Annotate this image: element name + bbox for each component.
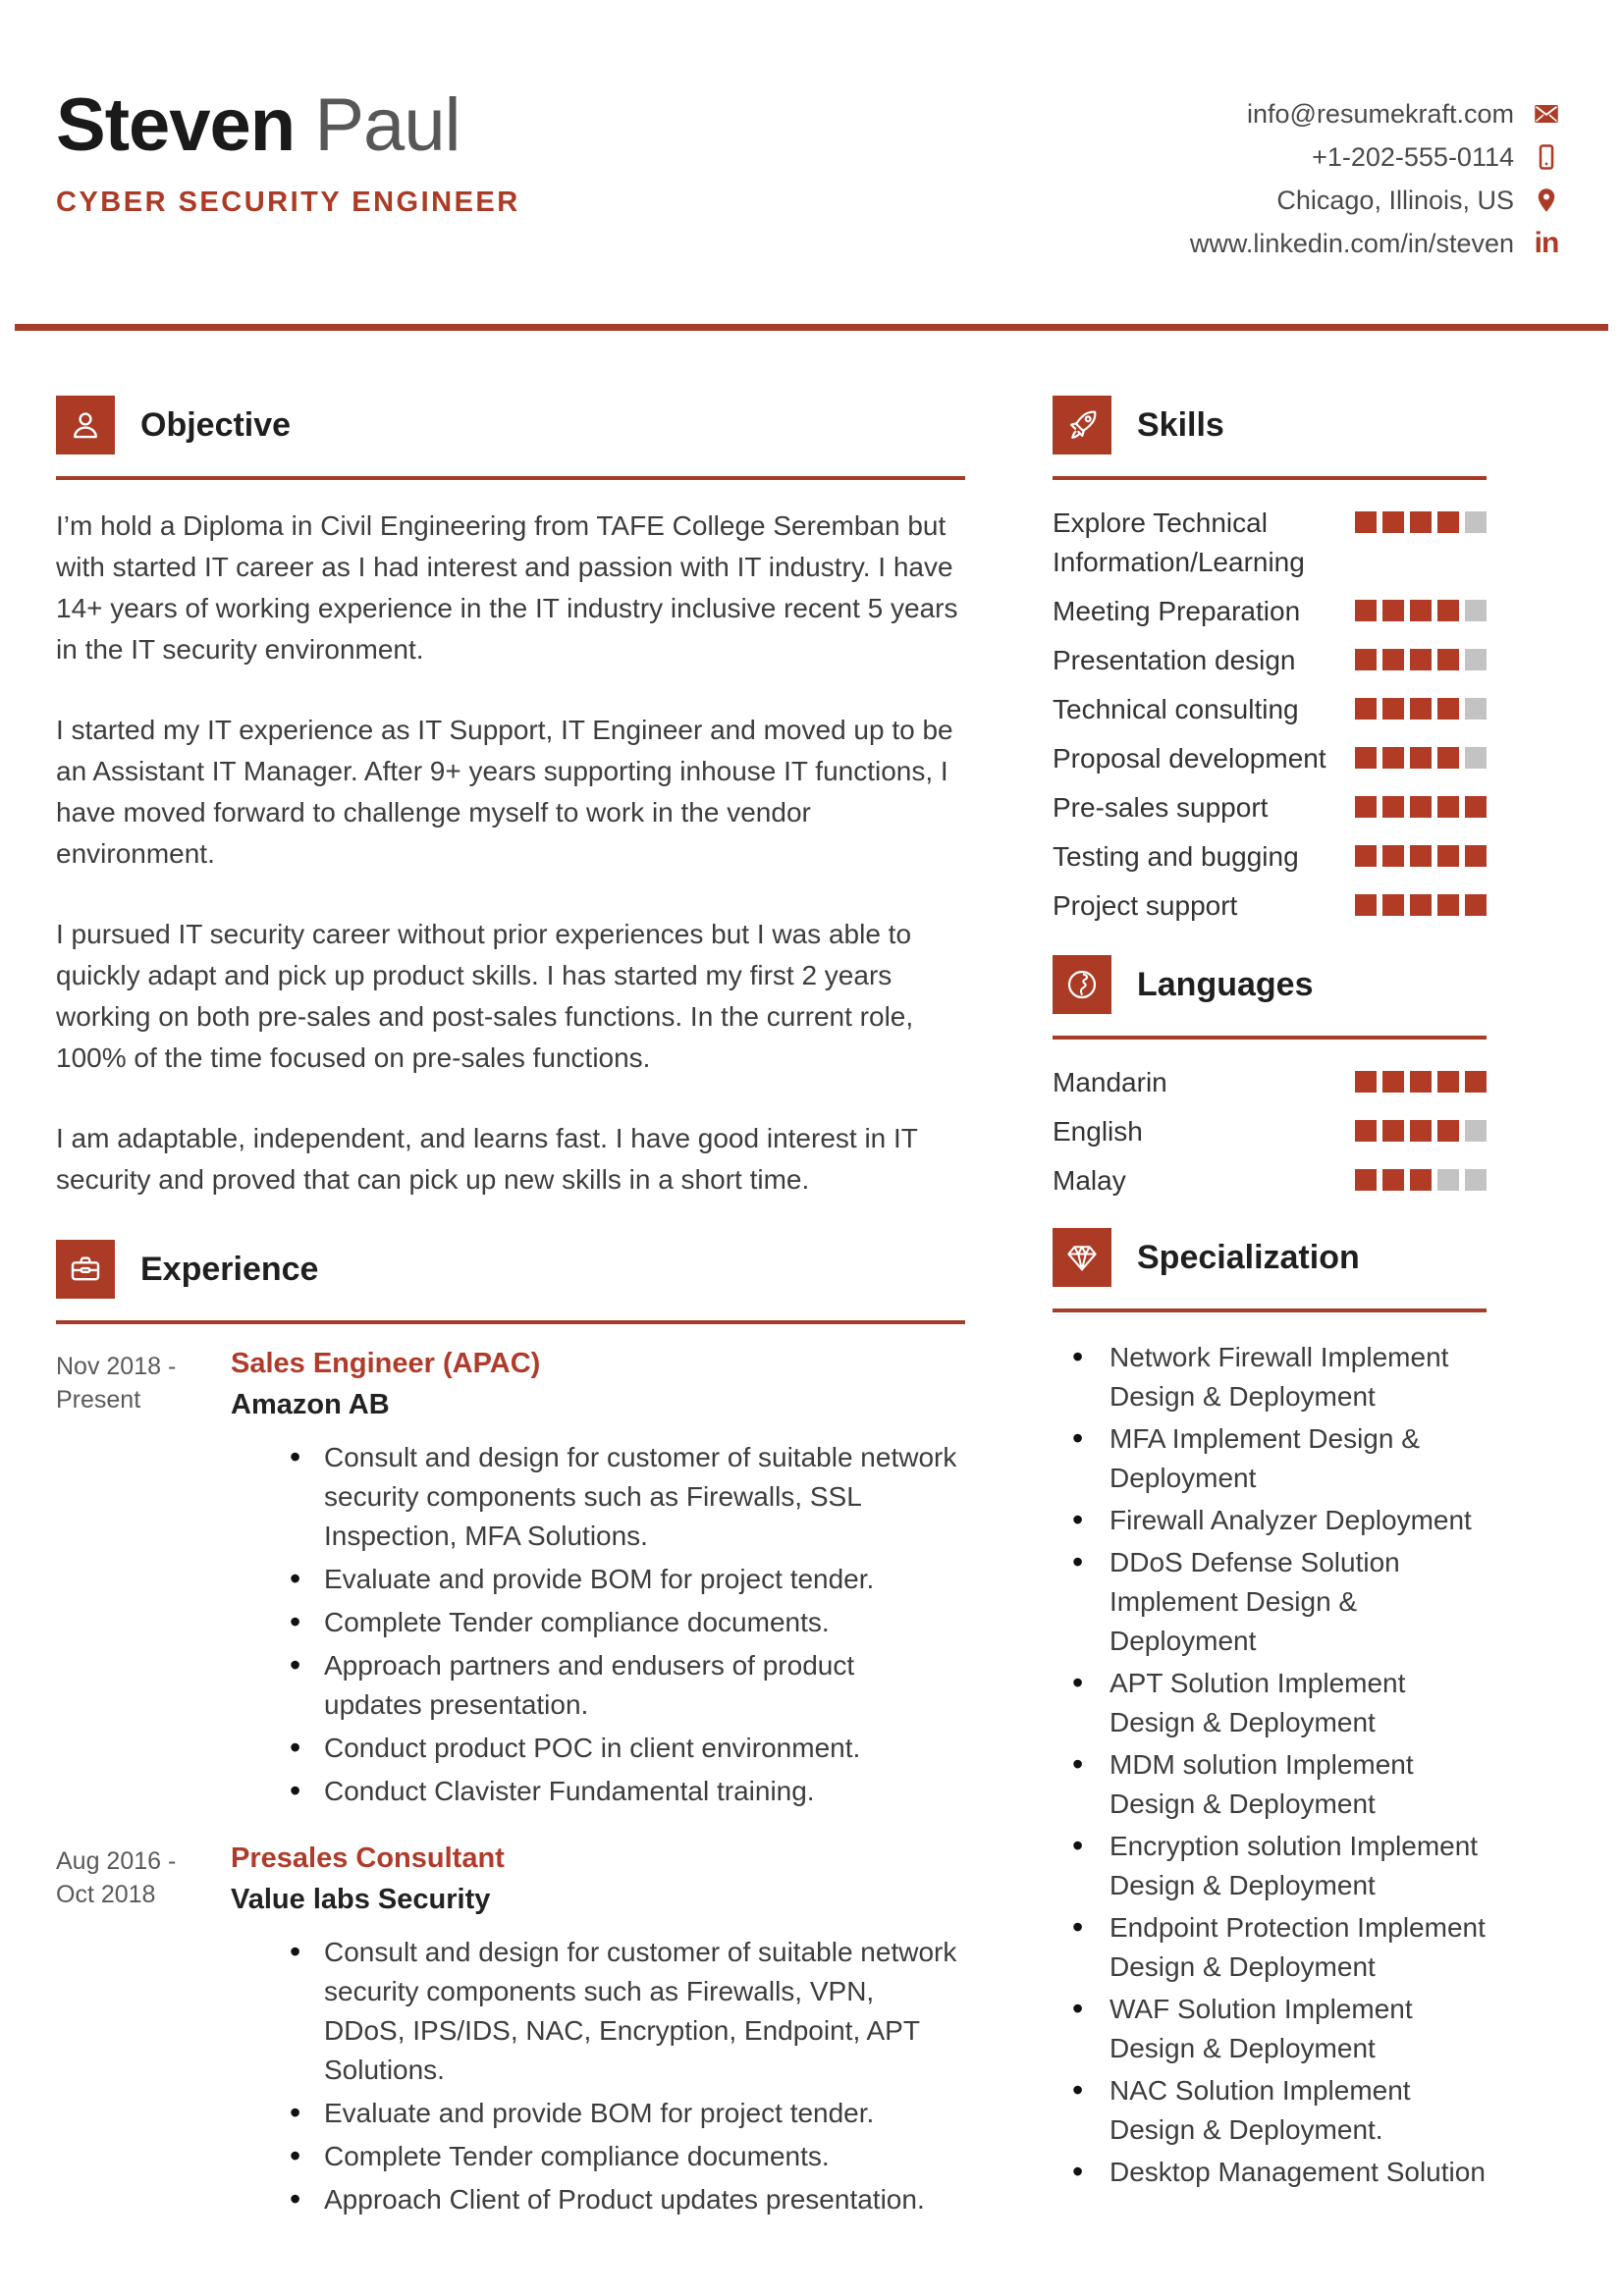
job-entry — [56, 1841, 965, 2223]
specialization-item: • DDoS Defense Solution Implement Design & Deployment — [1053, 1543, 1487, 1661]
language-rating — [1355, 1169, 1487, 1191]
specialization-item: • APT Solution Implement Design & Deployment — [1053, 1664, 1487, 1742]
job-main — [231, 1346, 965, 1815]
person-icon — [56, 396, 115, 454]
language-row — [1053, 1112, 1487, 1151]
specialization-item: • Network Firewall Implement Design & Deployment — [1053, 1338, 1487, 1416]
job-entry — [56, 1346, 965, 1815]
objective-paragraph: I am adaptable, independent, and learns fast. I have good interest in IT security and proved that can pick up new skills in a short time. — [56, 1123, 918, 1195]
objective-underline — [56, 476, 965, 480]
job-bullet: • Evaluate and provide BOM for project tender. — [231, 1560, 957, 1599]
contact-linkedin — [1190, 222, 1561, 265]
contact-phone — [1312, 135, 1561, 179]
skill-rating — [1355, 845, 1487, 867]
contact-email — [1247, 92, 1561, 135]
language-label: Mandarin — [1053, 1067, 1167, 1097]
location-text: Chicago, Illinois, US — [1276, 185, 1514, 215]
job-date-end: Oct 2018 — [56, 1881, 156, 1908]
objective-paragraph: I pursued IT security career without prior experiences but I was able to quickly adapt and pick up product skills. I has started my first 2 years working on both pre-sales and post-sales functions. In the current role, 100% of the time focused on pre-sales functions. — [56, 919, 914, 1073]
skill-row — [1053, 886, 1487, 926]
specialization-item: • WAF Solution Implement Design & Deployment — [1053, 1990, 1487, 2068]
job-main — [231, 1841, 965, 2223]
specialization-head — [1053, 1228, 1487, 1287]
job-bullet: • Complete Tender compliance documents. — [231, 2137, 957, 2176]
skill-rating — [1355, 796, 1487, 818]
skills-title: Skills — [1137, 405, 1224, 444]
language-rating — [1355, 1120, 1487, 1142]
job-dates — [56, 1346, 231, 1815]
job-bullet: • Conduct product POC in client environment. — [231, 1729, 957, 1768]
skill-row — [1053, 739, 1487, 778]
job-company: Value labs Security — [231, 1884, 491, 1915]
skill-row — [1053, 592, 1487, 631]
section-objective — [56, 396, 965, 1201]
globe-icon — [1053, 955, 1111, 1014]
job-title: CYBER SECURITY ENGINEER — [56, 186, 520, 218]
job-bullet: • Approach partners and endusers of product updates presentation. — [231, 1646, 957, 1725]
skill-row — [1053, 837, 1487, 877]
skill-label: Proposal development — [1053, 743, 1326, 774]
job-bullet: • Evaluate and provide BOM for project tender. — [231, 2094, 957, 2133]
skill-row — [1053, 641, 1487, 680]
specialization-item: • Desktop Management Solution — [1053, 2153, 1487, 2192]
linkedin-icon: in — [1534, 227, 1559, 259]
objective-head — [56, 396, 965, 454]
languages-head — [1053, 955, 1487, 1014]
last-name: Paul — [314, 83, 460, 167]
section-skills — [1053, 396, 1487, 926]
skill-label: Testing and bugging — [1053, 841, 1299, 872]
experience-underline — [56, 1320, 965, 1324]
language-label: Malay — [1053, 1165, 1126, 1196]
languages-underline — [1053, 1036, 1487, 1040]
job-bullet-list — [231, 1933, 965, 2219]
email-text: info@resumekraft.com — [1247, 98, 1514, 129]
specialization-item: • NAC Solution Implement Design & Deployment. — [1053, 2071, 1487, 2150]
language-rating — [1355, 1071, 1487, 1093]
skill-rating — [1355, 894, 1487, 916]
job-bullet: • Consult and design for customer of suitable network security components such as Firewalls, VPN, DDoS, IPS/IDS, NAC, Encryption, Endpoint, APT Solutions. — [231, 1933, 957, 2090]
objective-body — [56, 506, 965, 1201]
specialization-item: • Firewall Analyzer Deployment — [1053, 1501, 1487, 1540]
specialization-item: • MFA Implement Design & Deployment — [1053, 1419, 1487, 1498]
job-bullet-list — [231, 1438, 965, 1811]
linkedin-text: www.linkedin.com/in/steven — [1189, 228, 1514, 258]
section-specialization — [1053, 1228, 1487, 2192]
skill-label: Pre-sales support — [1053, 792, 1269, 823]
skill-rating — [1355, 600, 1487, 621]
job-bullet: • Conduct Clavister Fundamental training. — [231, 1772, 957, 1811]
header — [0, 0, 1623, 265]
skill-rating — [1355, 698, 1487, 720]
skill-label: Explore Technical Information/Learning — [1053, 507, 1305, 577]
smartphone-icon — [1532, 142, 1561, 172]
job-list — [56, 1346, 965, 2223]
section-experience — [56, 1240, 965, 2223]
content-columns — [0, 331, 1623, 2223]
language-label: English — [1053, 1116, 1143, 1147]
experience-head — [56, 1240, 965, 1299]
skill-row — [1053, 690, 1487, 729]
job-date-start: Nov 2018 - — [56, 1353, 177, 1380]
objective-title: Objective — [140, 405, 292, 444]
skill-rating — [1355, 649, 1487, 670]
skill-label: Technical consulting — [1053, 694, 1299, 724]
job-date-end: Present — [56, 1386, 141, 1414]
skills-list — [1053, 504, 1487, 926]
identity-block — [56, 83, 520, 219]
skill-label: Presentation design — [1053, 645, 1296, 675]
job-role: Sales Engineer (APAC) — [231, 1348, 541, 1379]
objective-paragraph: I’m hold a Diploma in Civil Engineering from TAFE College Seremban but with started IT career as I had interest and passion with IT industry. I have 14+ years of working experience in the IT industry inclusive recent 5 years in the IT security environment. — [56, 510, 958, 665]
job-role: Presales Consultant — [231, 1842, 505, 1874]
specialization-list — [1053, 1338, 1487, 2192]
specialization-title: Specialization — [1137, 1238, 1360, 1276]
left-column — [56, 331, 965, 2223]
languages-title: Languages — [1137, 965, 1314, 1003]
specialization-underline — [1053, 1308, 1487, 1312]
job-date-start: Aug 2016 - — [56, 1847, 177, 1875]
right-column — [1053, 331, 1487, 2223]
diamond-icon — [1053, 1228, 1111, 1287]
skill-rating — [1355, 747, 1487, 769]
language-row — [1053, 1161, 1487, 1201]
experience-title: Experience — [140, 1250, 319, 1288]
skills-underline — [1053, 476, 1487, 480]
job-company: Amazon AB — [231, 1389, 390, 1420]
contact-location — [1276, 179, 1561, 222]
skill-rating — [1355, 511, 1487, 533]
header-divider — [15, 324, 1608, 331]
contact-block — [1190, 92, 1561, 265]
skills-head — [1053, 396, 1487, 454]
rocket-icon — [1053, 396, 1111, 454]
mail-icon — [1532, 99, 1561, 129]
job-bullet: • Approach Client of Product updates presentation. — [231, 2180, 957, 2219]
section-languages — [1053, 955, 1487, 1201]
person-name — [56, 83, 520, 167]
job-bullet: • Consult and design for customer of suitable network security components such as Firewalls, SSL Inspection, MFA Solutions. — [231, 1438, 957, 1556]
skill-label: Project support — [1053, 890, 1238, 921]
job-bullet: • Complete Tender compliance documents. — [231, 1603, 957, 1642]
languages-list — [1053, 1063, 1487, 1201]
specialization-item: • MDM solution Implement Design & Deployment — [1053, 1745, 1487, 1824]
specialization-item: • Encryption solution Implement Design & Deployment — [1053, 1827, 1487, 1905]
job-dates — [56, 1841, 231, 2223]
skill-row — [1053, 788, 1487, 828]
language-row — [1053, 1063, 1487, 1102]
skill-row — [1053, 504, 1487, 582]
skill-label: Meeting Preparation — [1053, 596, 1301, 626]
objective-paragraph: I started my IT experience as IT Support, IT Engineer and moved up to be an Assistant IT Manager. After 9+ years supporting inhouse IT functions, I have moved forward to challenge myself to work in the vendor environment. — [56, 715, 953, 869]
specialization-item: • Endpoint Protection Implement Design & Deployment — [1053, 1908, 1487, 1987]
location-pin-icon — [1532, 186, 1561, 215]
phone-text: +1-202-555-0114 — [1312, 141, 1514, 172]
briefcase-icon — [56, 1240, 115, 1299]
first-name: Steven — [56, 83, 296, 167]
